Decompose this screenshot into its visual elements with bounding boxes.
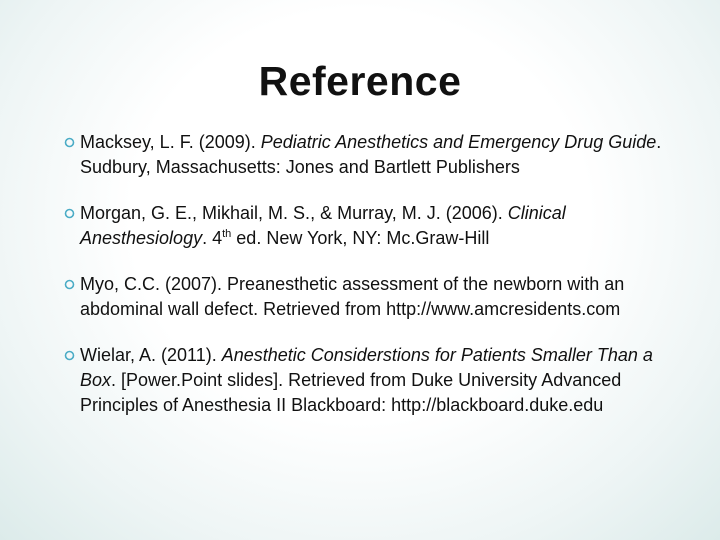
hollow-circle-bullet-icon [62, 201, 76, 226]
reference-source: . [Power.Point slides]. Retrieved from Duke University Advanced Principles of Anesthesia II Blackboard: http://blackboard.duke.edu [80, 370, 622, 415]
slide-title: Reference [258, 58, 462, 104]
reference-work-title: Anesthetic Considerstions for Patients Smaller Than a Box [80, 345, 653, 390]
hollow-circle-bullet-icon [62, 272, 76, 297]
reference-work-title: Clinical Anesthesiology [80, 203, 566, 248]
reference-text [80, 130, 662, 180]
reference-authors: Morgan, G. E., Mikhail, M. S., & Murray, M. J. (2006). [80, 203, 508, 223]
hollow-circle-bullet-icon [62, 343, 76, 368]
edition-ordinal-suffix: th [222, 228, 232, 240]
reference-item-macksey [62, 130, 662, 180]
reference-item-wielar [62, 343, 662, 418]
reference-publisher: . Sudbury, Massachusetts: Jones and Bartlett Publishers [80, 132, 662, 177]
hollow-circle-bullet-icon [62, 130, 76, 155]
reference-text [80, 343, 662, 418]
reference-item-morgan [62, 201, 662, 251]
reference-item-myo [62, 272, 662, 322]
reference-full-citation: Myo, C.C. (2007). Preanesthetic assessment of the newborn with an abdominal wall defect. Retrieved from http://www.amcresidents.com [80, 274, 625, 319]
reference-publisher: ed. New York, NY: Mc.Graw-Hill [231, 228, 490, 248]
reference-text [80, 201, 662, 251]
reference-work-title: Pediatric Anesthetics and Emergency Drug Guide [260, 132, 657, 152]
reference-edition: . 4 [202, 228, 223, 248]
reference-authors: Macksey, L. F. (2009). [80, 132, 261, 152]
reference-text [80, 272, 662, 322]
reference-list [62, 130, 662, 439]
reference-authors: Wielar, A. (2011). [80, 345, 222, 365]
